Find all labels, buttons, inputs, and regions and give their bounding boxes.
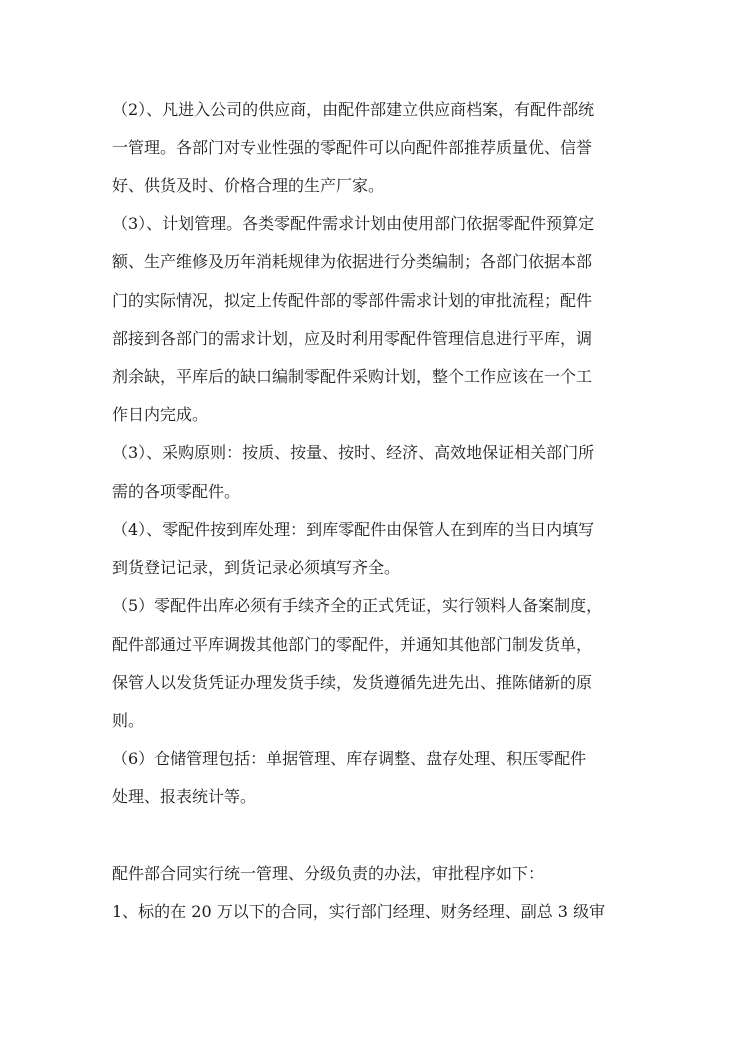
- text-line-21: 1、标的在 20 万以下的合同，实行部门经理、财务经理、副总 3 级审: [112, 902, 606, 921]
- text-line-13: 到货登记记录，到货记录必须填写齐全。: [112, 558, 401, 577]
- text-line-3: 好、供货及时、价格合理的生产厂家。: [112, 176, 385, 195]
- text-line-10: （3）、采购原则：按质、按量、按时、经济、高效地保证相关部门所: [112, 443, 595, 462]
- text-line-11: 需的各项零配件。: [112, 482, 241, 501]
- text-line-12: （4）、零配件按到库处理：到库零配件由保管人在到库的当日内填写: [112, 520, 595, 539]
- text-line-5: 额、生产维修及历年消耗规律为依据进行分类编制；各部门依据本部: [112, 252, 593, 271]
- text-line-7: 部接到各部门的需求计划，应及时利用零配件管理信息进行平库，调: [112, 329, 593, 348]
- text-line-2: 一管理。各部门对专业性强的零配件可以向配件部推荐质量优、信誉: [112, 138, 593, 157]
- text-line-20: 配件部合同实行统一管理、分级负责的办法，审批程序如下：: [112, 864, 545, 883]
- text-line-4: （3）、计划管理。各类零配件需求计划由使用部门依据零配件预算定: [112, 214, 595, 233]
- text-line-1: （2）、凡进入公司的供应商，由配件部建立供应商档案，有配件部统: [112, 100, 595, 119]
- text-line-14: （5）零配件出库必须有手续齐全的正式凭证，实行领料人备案制度，: [112, 596, 603, 615]
- text-line-16: 保管人以发货凭证办理发货手续，发货遵循先进先出、推陈储新的原: [112, 673, 593, 692]
- text-line-15: 配件部通过平库调拨其他部门的零配件，并通知其他部门制发货单，: [112, 635, 593, 654]
- text-line-6: 门的实际情况，拟定上传配件部的零部件需求计划的审批流程；配件: [112, 291, 593, 310]
- text-line-17: 则。: [112, 711, 145, 730]
- text-line-19: 处理、报表统计等。: [112, 787, 257, 806]
- text-line-9: 作日内完成。: [112, 405, 209, 424]
- text-line-8: 剂余缺，平库后的缺口编制零配件采购计划，整个工作应该在一个工: [112, 367, 593, 386]
- text-line-18: （6）仓储管理包括：单据管理、库存调整、盘存处理、积压零配件: [112, 749, 587, 768]
